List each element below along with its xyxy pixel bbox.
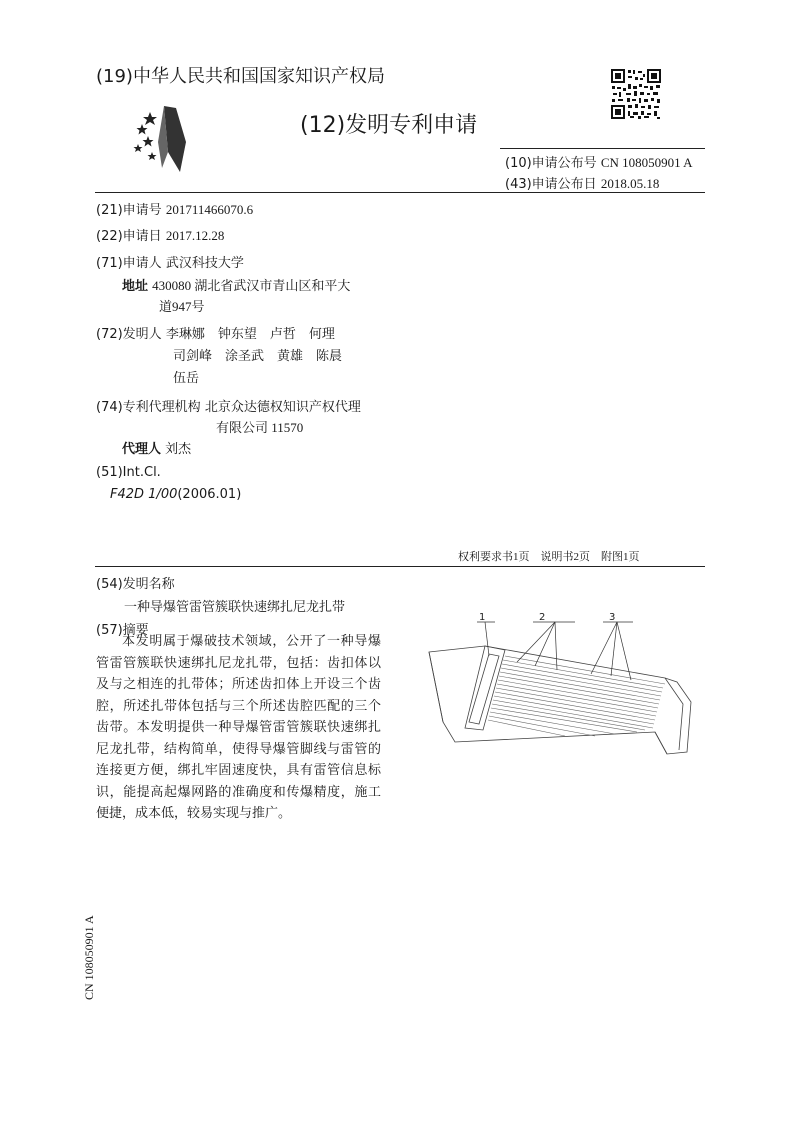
document-type: (12)发明专利申请 bbox=[300, 113, 478, 138]
inventors-label: (72)发明人 bbox=[96, 327, 162, 342]
agent-row bbox=[122, 438, 191, 457]
title-label: (54)发明名称 bbox=[96, 577, 175, 592]
cnipa-logo bbox=[128, 102, 198, 174]
abstract-figure bbox=[415, 612, 715, 772]
abstract-label: (57)摘要 bbox=[96, 623, 149, 638]
app-date-value: 2017.12.28 bbox=[165, 228, 225, 243]
app-date-row bbox=[96, 225, 224, 244]
app-date-label: (22)申请日 bbox=[96, 229, 162, 244]
app-no-row bbox=[96, 199, 253, 218]
pub-no-label: (10)申请公布号 bbox=[505, 156, 597, 171]
nylon-tie-drawing bbox=[415, 612, 715, 772]
app-no-label: (21)申请号 bbox=[96, 203, 162, 218]
office-name: (19)中华人民共和国国家知识产权局 bbox=[96, 66, 385, 87]
abstract-paragraph: 本发明属于爆破技术领域，公开了一种导爆管雷管簇联快速绑扎尼龙扎带，包括：齿扣体以及与之相连的扎带体；所述齿扣体上开设三个齿腔，所述扎带体包括与三个所述齿腔匹配的三个齿带。本发明提供一种导爆管雷管簇联快速绑扎尼龙扎带，结构简单，使得导爆管脚线与雷管的连接更方便，绑扎牢固速度快，具有雷管信息标识，能提高起爆网路的准确度和传爆精度，施工便捷，成本低，较易实现与推广。 bbox=[96, 633, 381, 820]
pub-no-row bbox=[505, 152, 693, 171]
inventors-line-3: 伍岳 bbox=[173, 370, 200, 385]
intcl-label: (51)Int.Cl. bbox=[96, 465, 161, 480]
intcl-version: (2006.01) bbox=[177, 487, 242, 502]
agency-line-2: 有限公司 11570 bbox=[216, 420, 304, 435]
app-no-value: 201711466070.6 bbox=[165, 202, 254, 217]
pub-date-label: (43)申请公布日 bbox=[505, 177, 597, 192]
intcl-code: F42D 1/00 bbox=[110, 487, 178, 502]
page-counts: 权利要求书1页 说明书2页 附图1页 bbox=[458, 551, 640, 563]
pub-date-row bbox=[505, 173, 659, 192]
intcl-row bbox=[110, 487, 241, 502]
address-row bbox=[122, 275, 350, 294]
applicant-value: 武汉科技大学 bbox=[165, 255, 244, 270]
address-line-1: 430080 湖北省武汉市青山区和平大 bbox=[152, 278, 351, 293]
figure-label-1: 1 bbox=[479, 612, 486, 623]
invention-title: 一种导爆管雷管簇联快速绑扎尼龙扎带 bbox=[124, 599, 346, 614]
inventors-line-2: 司剑峰 涂圣武 黄雄 陈晨 bbox=[173, 348, 343, 363]
address-label: 地址 bbox=[122, 279, 149, 294]
applicant-label: (71)申请人 bbox=[96, 256, 162, 271]
agency-line-1: 北京众达德权知识产权代理 bbox=[204, 399, 361, 414]
qr-code bbox=[610, 68, 662, 120]
side-publication-number: CN 108050901 A bbox=[82, 915, 96, 1000]
pub-no-value: CN 108050901 A bbox=[600, 155, 693, 170]
abstract-body bbox=[96, 630, 381, 824]
header-rule-main bbox=[95, 192, 705, 193]
applicant-row bbox=[96, 252, 244, 271]
agent-label: 代理人 bbox=[122, 442, 162, 457]
address-line-2: 道947号 bbox=[159, 299, 205, 314]
agency-label: (74)专利代理机构 bbox=[96, 400, 201, 415]
abstract-rule bbox=[95, 566, 705, 567]
agency-row bbox=[96, 396, 361, 415]
header-rule-top bbox=[500, 148, 705, 149]
figure-label-2: 2 bbox=[539, 612, 546, 623]
inventors-line-1: 李琳娜 钟东望 卢哲 何理 bbox=[165, 326, 335, 341]
inventors-row bbox=[96, 323, 335, 342]
pub-date-value: 2018.05.18 bbox=[600, 176, 660, 191]
agent-value: 刘杰 bbox=[165, 441, 192, 456]
figure-label-3: 3 bbox=[609, 612, 616, 623]
